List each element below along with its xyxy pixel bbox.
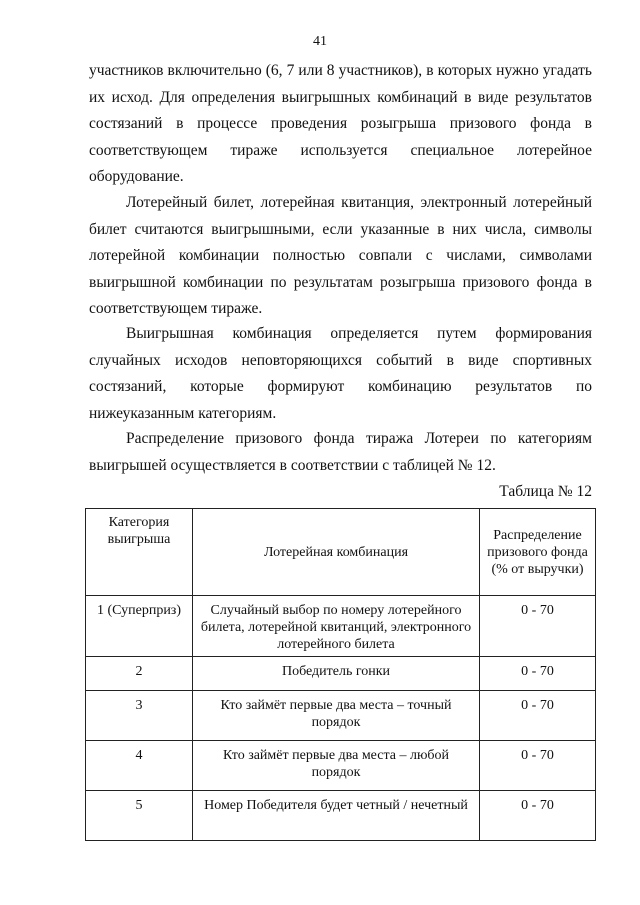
cell-combination: Кто займёт первые два места – точный порядок	[193, 691, 480, 741]
text-line: лотерейной комбинации полностью совпали с числами, символами	[89, 247, 592, 264]
cell-distribution: 0 - 70	[480, 791, 596, 841]
cell-combination: Победитель гонки	[193, 657, 480, 691]
cell-category: 5	[86, 791, 193, 841]
table-row	[86, 657, 596, 691]
table-caption: Таблица № 12	[499, 483, 592, 500]
paragraph-1	[89, 58, 592, 191]
cell-category: 3	[86, 691, 193, 741]
header-category: Категория выигрыша	[86, 509, 193, 596]
text-line: состязаний, которые формируют комбинацию результатов по	[89, 378, 592, 395]
table-row	[86, 741, 596, 791]
text-line: Выигрышная комбинация определяется путем формирования	[126, 325, 592, 342]
cell-combination: Кто займёт первые два места – любой порядок	[193, 741, 480, 791]
text-line: оборудование.	[89, 168, 184, 185]
text-line: выигрышей осуществляется в соответствии с таблицей № 12.	[89, 456, 496, 474]
cell-distribution: 0 - 70	[480, 741, 596, 791]
table-row	[86, 691, 596, 741]
text-line: участников включительно (6, 7 или 8 участников), в которых нужно угадать	[89, 62, 592, 79]
paragraph-3	[89, 321, 592, 427]
table-row	[86, 791, 596, 841]
cell-category: 4	[86, 741, 193, 791]
text-line: Лотерейный билет, лотерейная квитанция, электронный лотерейный	[126, 194, 592, 211]
paragraph-4	[89, 426, 592, 479]
paragraph-2	[89, 190, 592, 323]
page-number: 41	[313, 34, 327, 49]
table-row	[86, 596, 596, 657]
cell-distribution: 0 - 70	[480, 596, 596, 657]
cell-combination: Случайный выбор по номеру лотерейного билета, лотерейной квитанций, электронного лотерейного билета	[193, 596, 480, 657]
text-line: их исход. Для определения выигрышных комбинаций в виде результатов	[89, 88, 592, 106]
text-line: Распределение призового фонда тиража Лотереи по категориям	[126, 430, 592, 447]
text-line: выигрышной комбинации по результатам розыгрыша призового фонда в	[89, 273, 592, 291]
cell-category: 1 (Суперприз)	[86, 596, 193, 657]
text-line: нижеуказанным категориям.	[89, 404, 277, 422]
cell-distribution: 0 - 70	[480, 691, 596, 741]
cell-category: 2	[86, 657, 193, 691]
cell-distribution: 0 - 70	[480, 657, 596, 691]
text-line: билет считаются выигрышными, если указанные в них числа, символы	[89, 220, 592, 238]
header-combination: Лотерейная комбинация	[193, 509, 480, 596]
table-header-row	[86, 509, 596, 596]
cell-combination: Номер Победителя будет четный / нечетный	[193, 791, 480, 841]
text-line: соответствующем тираже.	[89, 300, 263, 317]
text-line: соответствующем тираже используется специальное лотерейное	[89, 141, 592, 159]
prize-distribution-table	[85, 508, 596, 841]
header-distribution: Распределение призового фонда (% от выручки)	[480, 509, 596, 596]
text-line: случайных исходов неповторяющихся событий в виде спортивных	[89, 351, 592, 369]
text-line: состязаний в процессе проведения розыгрыша призового фонда в	[89, 115, 592, 132]
